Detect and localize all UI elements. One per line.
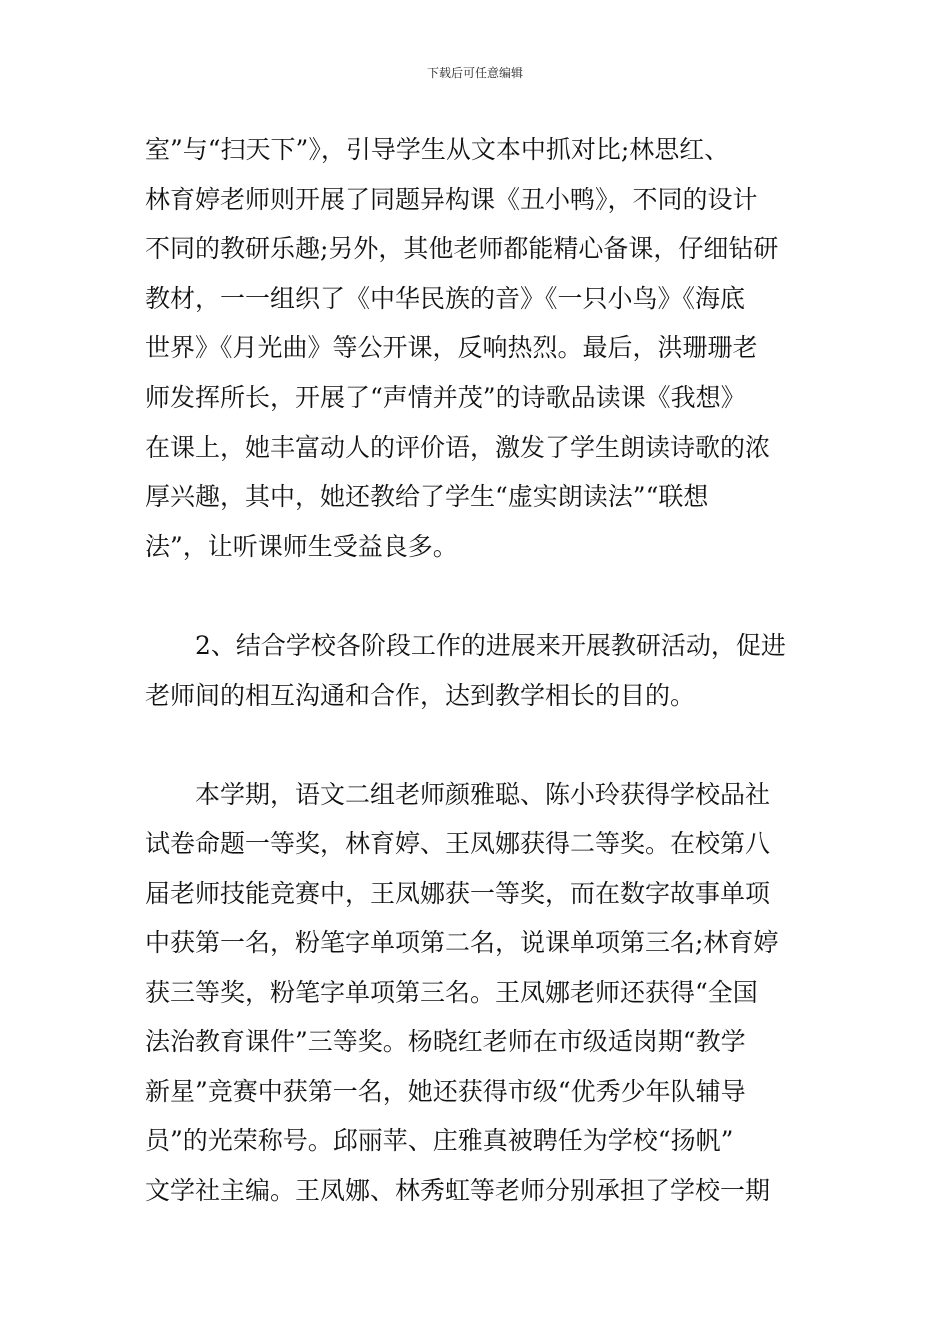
text-line: 中获第一名，粉笔字单项第二名，说课单项第三名;林育婷 [145,928,779,957]
text-line: 不同的教研乐趣;另外，其他老师都能精心备课，仔细钻研 [145,234,779,263]
text-line: 获三等奖，粉笔字单项第三名。王凤娜老师还获得“全国 [145,978,758,1007]
text-line: 届老师技能竞赛中，王凤娜获一等奖，而在数字故事单项 [145,879,771,908]
text-line: 新星”竞赛中获第一名，她还获得市级“优秀少年队辅导 [145,1077,746,1106]
text-line: 师发挥所长，开展了“声情并茂”的诗歌品读课《我想》 [145,383,746,412]
text-line: 林育婷老师则开展了同题异构课《丑小鸭》，不同的设计 [145,185,758,214]
text-line: 室”与“扫天下”》，引导学生从文本中抓对比;林思红、 [145,135,730,164]
text-line: 教材，一一组织了《中华民族的音》《一只小鸟》《海底 [145,284,746,313]
text-line: 法”，让听课师生受益良多。 [145,532,458,561]
text-line: 员”的光荣称号。邱丽苹、庄雅真被聘任为学校“扬帆” [145,1126,734,1155]
page-header: 下载后可任意编辑 [426,66,523,80]
text-line: 2、结合学校各阶段工作的进展来开展教研活动，促进 [195,631,786,660]
text-line: 本学期，语文二组老师颜雅聪、陈小玲获得学校品社 [195,780,771,809]
text-line: 世界》《月光曲》等公开课，反响热烈。最后，洪珊珊老 [145,333,758,362]
text-line: 法治教育课件”三等奖。杨晓红老师在市级适岗期“教学 [145,1027,746,1056]
text-line: 试卷命题一等奖，林育婷、王凤娜获得二等奖。在校第八 [145,829,771,858]
text-line: 文学社主编。王凤娜、林秀虹等老师分别承担了学校一期 [145,1176,771,1205]
text-line: 老师间的相互沟通和合作，达到教学相长的目的。 [145,681,696,710]
text-line: 在课上，她丰富动人的评价语，激发了学生朗读诗歌的浓 [145,433,771,462]
text-line: 厚兴趣，其中，她还教给了学生“虚实朗读法”“联想 [145,482,709,511]
